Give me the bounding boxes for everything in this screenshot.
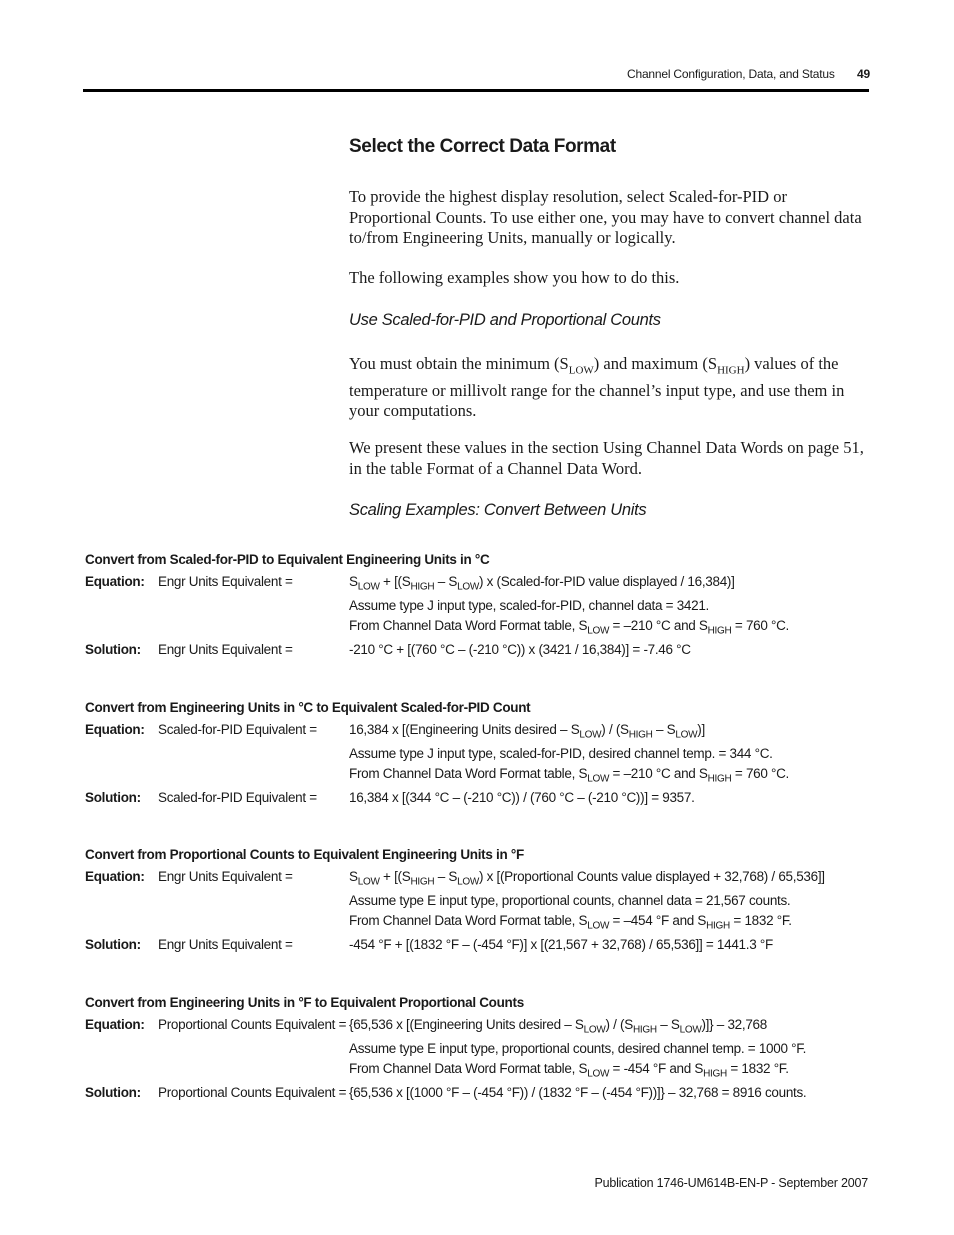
subscript-low: LOW xyxy=(587,773,610,785)
p3-text-a: You must obtain the minimum (S xyxy=(349,354,569,373)
text-part: From Channel Data Word Format table, S xyxy=(349,766,588,781)
format-table-line xyxy=(349,618,789,637)
publication-footer: Publication 1746-UM614B-EN-P - September 2007 xyxy=(594,1176,868,1190)
text-part: )]} – 32,768 xyxy=(701,1017,767,1032)
body-paragraph-4 xyxy=(349,438,869,479)
assumption-line: Assume type E input type, proportional counts, channel data = 21,567 counts. xyxy=(349,893,791,908)
subscript-low: LOW xyxy=(457,876,479,888)
p3-sub-high: HIGH xyxy=(717,364,745,377)
text-part: – S xyxy=(434,869,458,884)
text-part: 16,384 x [(Engineering Units desired – S xyxy=(349,722,580,737)
example-title: Convert from Scaled-for-PID to Equivalent Engineering Units in °C xyxy=(85,552,490,567)
text-part: + [(S xyxy=(379,869,411,884)
text-part: )] xyxy=(697,722,705,737)
solution-description: Engr Units Equivalent = xyxy=(158,642,293,657)
equation-formula xyxy=(349,869,825,888)
solution-label: Solution: xyxy=(85,937,141,952)
subscript-low: LOW xyxy=(587,1068,610,1080)
equation-row xyxy=(85,869,875,889)
subscript-low: LOW xyxy=(679,1024,702,1036)
format-table-line xyxy=(349,913,792,932)
equation-label: Equation: xyxy=(85,1017,145,1032)
subscript-high: HIGH xyxy=(632,1024,657,1036)
subscript-high: HIGH xyxy=(707,625,732,637)
text-part: S xyxy=(349,574,358,589)
intro-paragraph-2-text: The following examples show you how to do this. xyxy=(349,268,680,287)
assumption-line: Assume type E input type, proportional counts, desired channel temp. = 1000 °F. xyxy=(349,1041,807,1056)
solution-label: Solution: xyxy=(85,642,141,657)
subscript-low: LOW xyxy=(357,581,380,593)
page-number: 49 xyxy=(857,67,870,81)
equation-label: Equation: xyxy=(85,574,145,589)
equation-description: Engr Units Equivalent = xyxy=(158,869,293,884)
subheading-scaled-pid: Use Scaled-for-PID and Proportional Counts xyxy=(349,311,661,329)
text-part: – S xyxy=(434,574,458,589)
p3-sub-low: LOW xyxy=(568,364,594,377)
text-part: = –210 °C and S xyxy=(609,618,708,633)
subscript-high: HIGH xyxy=(707,773,732,785)
text-part: From Channel Data Word Format table, S xyxy=(349,1061,588,1076)
intro-paragraph-2 xyxy=(349,268,869,289)
text-part: ) x (Scaled-for-PID value displayed / 16,384)] xyxy=(478,574,735,589)
solution-label: Solution: xyxy=(85,790,141,805)
p3-text-c: ) values of the temperature or millivolt range for the channel’s input type, and use them in your computations. xyxy=(349,354,845,421)
equation-formula xyxy=(349,574,735,593)
text-part: From Channel Data Word Format table, S xyxy=(349,913,588,928)
equation-row xyxy=(85,1017,875,1037)
intro-paragraph-1-text: To provide the highest display resolution, select Scaled-for-PID or Proportional Counts. To use either one, you may have to convert channel data to/from Engineering Units, manually or logically. xyxy=(349,187,862,247)
text-part: = –454 °F and S xyxy=(609,913,707,928)
solution-value: -210 °C + [(760 °C – (-210 °C)) x (3421 / 16,384)] = -7.46 °C xyxy=(349,642,691,657)
example-title: Convert from Proportional Counts to Equivalent Engineering Units in °F xyxy=(85,847,524,862)
subscript-low: LOW xyxy=(457,581,479,593)
subscript-high: HIGH xyxy=(410,876,435,888)
equation-label: Equation: xyxy=(85,869,145,884)
body-paragraph-4-text: We present these values in the section Using Channel Data Words on page 51, in the table Format of a Channel Data Word. xyxy=(349,438,864,478)
solution-value: {65,536 x [(1000 °F – (-454 °F)) / (1832 °F – (-454 °F))]} – 32,768 = 8916 counts. xyxy=(349,1085,807,1100)
subscript-high: HIGH xyxy=(628,729,653,741)
format-table-line xyxy=(349,766,789,785)
text-part: S xyxy=(349,869,358,884)
equation-description: Scaled-for-PID Equivalent = xyxy=(158,722,317,737)
solution-row xyxy=(85,790,875,810)
text-part: = 760 °C. xyxy=(731,618,790,633)
equation-label: Equation: xyxy=(85,722,145,737)
solution-value: -454 °F + [(1832 °F – (-454 °F)] x [(21,567 + 32,768) / 65,536]] = 1441.3 °F xyxy=(349,937,773,952)
text-part: – S xyxy=(652,722,676,737)
text-part: = 1832 °F. xyxy=(729,913,792,928)
subscript-low: LOW xyxy=(587,625,610,637)
text-part: + [(S xyxy=(379,574,411,589)
assumption-line: Assume type J input type, scaled-for-PID, channel data = 3421. xyxy=(349,598,709,613)
solution-row xyxy=(85,642,875,662)
text-part: {65,536 x [(Engineering Units desired – S xyxy=(349,1017,584,1032)
text-part: = –210 °C and S xyxy=(609,766,708,781)
equation-description: Engr Units Equivalent = xyxy=(158,574,293,589)
subscript-high: HIGH xyxy=(706,920,730,932)
equation-formula xyxy=(349,722,705,741)
header-rule xyxy=(83,89,869,92)
subscript-low: LOW xyxy=(579,729,602,741)
subscript-low: LOW xyxy=(675,729,698,741)
text-part: From Channel Data Word Format table, S xyxy=(349,618,588,633)
text-part: = 1832 °F. xyxy=(726,1061,789,1076)
equation-row xyxy=(85,574,875,594)
solution-row xyxy=(85,1085,875,1105)
solution-description: Scaled-for-PID Equivalent = xyxy=(158,790,317,805)
subscript-high: HIGH xyxy=(703,1068,727,1080)
running-header-title: Channel Configuration, Data, and Status xyxy=(627,67,835,81)
assumption-line: Assume type J input type, scaled-for-PID, desired channel temp. = 344 °C. xyxy=(349,746,773,761)
subheading-scaling-examples: Scaling Examples: Convert Between Units xyxy=(349,501,647,519)
body-paragraph-3 xyxy=(349,354,869,422)
text-part: – S xyxy=(656,1017,680,1032)
solution-description: Proportional Counts Equivalent = xyxy=(158,1085,347,1100)
text-part: ) / (S xyxy=(601,722,629,737)
subscript-low: LOW xyxy=(583,1024,606,1036)
page-title: Select the Correct Data Format xyxy=(349,136,616,157)
subscript-high: HIGH xyxy=(410,581,435,593)
text-part: ) / (S xyxy=(605,1017,633,1032)
equation-formula xyxy=(349,1017,767,1036)
example-title: Convert from Engineering Units in °C to Equivalent Scaled-for-PID Count xyxy=(85,700,531,715)
solution-description: Engr Units Equivalent = xyxy=(158,937,293,952)
solution-row xyxy=(85,937,875,957)
equation-description: Proportional Counts Equivalent = xyxy=(158,1017,347,1032)
p3-text-b: ) and maximum (S xyxy=(593,354,718,373)
solution-label: Solution: xyxy=(85,1085,141,1100)
text-part: ) x [(Proportional Counts value displayed + 32,768) / 65,536]] xyxy=(478,869,825,884)
subscript-low: LOW xyxy=(357,876,380,888)
equation-row xyxy=(85,722,875,742)
format-table-line xyxy=(349,1061,789,1080)
solution-value: 16,384 x [(344 °C – (-210 °C)) / (760 °C – (-210 °C))] = 9357. xyxy=(349,790,695,805)
subscript-low: LOW xyxy=(587,920,610,932)
text-part: = -454 °F and S xyxy=(609,1061,704,1076)
intro-paragraph-1 xyxy=(349,187,869,249)
example-title: Convert from Engineering Units in °F to Equivalent Proportional Counts xyxy=(85,995,524,1010)
text-part: = 760 °C. xyxy=(731,766,790,781)
